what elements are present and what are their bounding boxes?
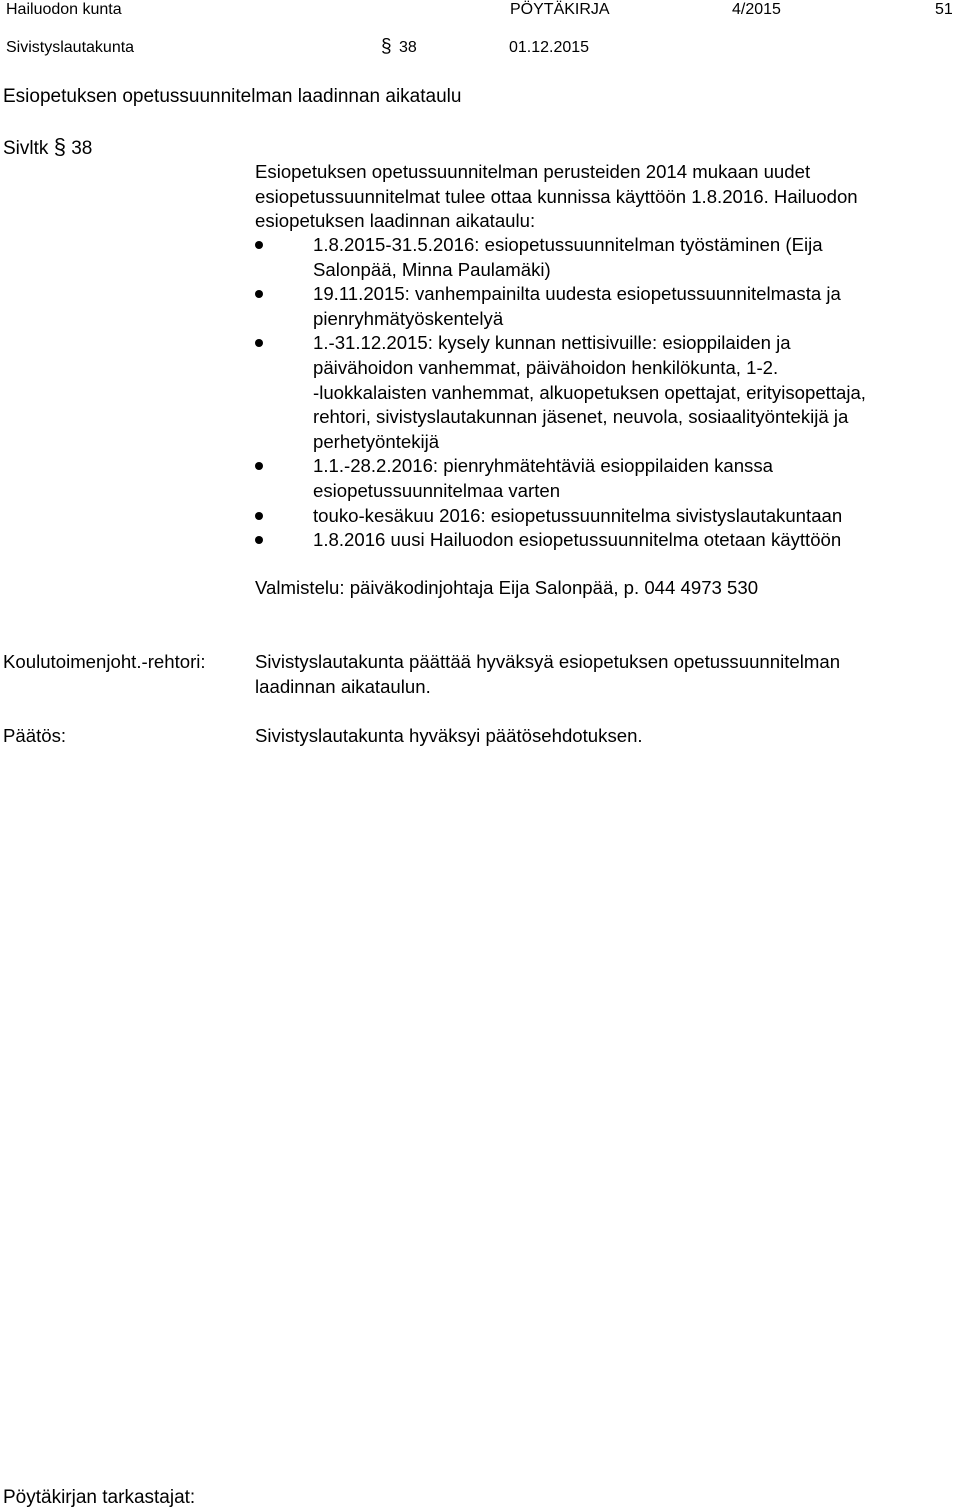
schedule-item-line: -luokkalaisten vanhemmat, alkuopetuksen opettajat, erityisopettaja, <box>313 381 866 403</box>
section-label <box>3 135 92 162</box>
schedule-item <box>255 282 955 331</box>
schedule-item <box>255 454 955 503</box>
bullet-icon <box>255 290 263 298</box>
intro-line: esiopetuksen laadinnan aikataulu: <box>255 210 536 232</box>
schedule-item-line: 1.1.-28.2.2016: pienryhmätehtäviä esioppilaiden kanssa <box>313 455 773 477</box>
schedule-item <box>255 331 955 454</box>
schedule-item-line: perhetyöntekijä <box>313 430 440 452</box>
schedule-item-line: päivähoidon vanhemmat, päivähoidon henkilökunta, 1-2. <box>313 356 779 378</box>
section-number: 38 <box>399 39 417 56</box>
schedule-item-line: Salonpää, Minna Paulamäki) <box>313 258 551 280</box>
preparer-line: Valmistelu: päiväkodinjohtaja Eija Salonpää, p. 044 4973 530 <box>255 577 759 598</box>
proposal-line: Sivistyslautakunta päättää hyväksyä esiopetuksen opetussuunnitelman <box>255 651 841 672</box>
schedule-item <box>255 528 955 553</box>
section-label-text: Sivltk <box>3 138 49 159</box>
schedule-item-line: rehtori, sivistyslautakunnan jäsenet, neuvola, sosiaalityöntekijä ja <box>313 406 849 428</box>
intro-line: Esiopetuksen opetussuunnitelman perusteiden 2014 mukaan uudet <box>255 161 811 182</box>
schedule-item-line: 1.-31.12.2015: kysely kunnan nettisivuille: esioppilaiden ja <box>313 332 791 354</box>
decision-text: Sivistyslautakunta hyväksyi päätösehdotuksen. <box>255 725 643 746</box>
municipality-name: Hailuodon kunta <box>6 1 122 18</box>
page-title: Esiopetuksen opetussuunnitelman laadinnan aikataulu <box>3 86 462 107</box>
bullet-icon <box>255 462 263 470</box>
section-label-number: 38 <box>71 138 93 159</box>
schedule-item-line: 1.8.2015-31.5.2016: esiopetussuunnitelman työstäminen (Eija <box>313 234 823 255</box>
bullet-icon <box>255 512 263 520</box>
bullet-icon <box>255 536 263 544</box>
section-label-symbol: § <box>53 134 66 159</box>
bullet-icon <box>255 241 263 249</box>
page-number: 51 <box>935 1 953 18</box>
proposal-text <box>255 650 955 699</box>
schedule-list <box>255 233 955 553</box>
footer-reviewers-label: Pöytäkirjan tarkastajat: <box>3 1487 196 1508</box>
proposal-line: laadinnan aikataulun. <box>255 675 431 697</box>
schedule-item-line: 19.11.2015: vanhempainilta uudesta esiopetussuunnitelmasta ja <box>313 283 841 305</box>
intro-line: esiopetussuunnitelmat tulee ottaa kunnissa käyttöön 1.8.2016. Hailuodon <box>255 185 858 207</box>
section-symbol: § <box>381 36 392 57</box>
schedule-item <box>255 233 955 282</box>
schedule-item-line: pienryhmätyöskentelyä <box>313 307 504 329</box>
bullet-icon <box>255 339 263 347</box>
decision-label: Päätös: <box>3 725 67 746</box>
document-number: 4/2015 <box>732 1 781 18</box>
committee-name: Sivistyslautakunta <box>6 39 135 56</box>
schedule-item-line: 1.8.2016 uusi Hailuodon esiopetussuunnitelma otetaan käyttöön <box>313 529 842 551</box>
schedule-item-line: esiopetussuunnitelmaa varten <box>313 479 561 501</box>
meeting-date: 01.12.2015 <box>509 39 590 56</box>
schedule-item <box>255 504 955 529</box>
proposal-label: Koulutoimenjoht.-rehtori: <box>3 651 206 672</box>
document-type: PÖYTÄKIRJA <box>510 1 610 18</box>
intro-paragraph <box>255 160 955 234</box>
schedule-item-line: touko-kesäkuu 2016: esiopetussuunnitelma sivistyslautakuntaan <box>313 504 843 526</box>
